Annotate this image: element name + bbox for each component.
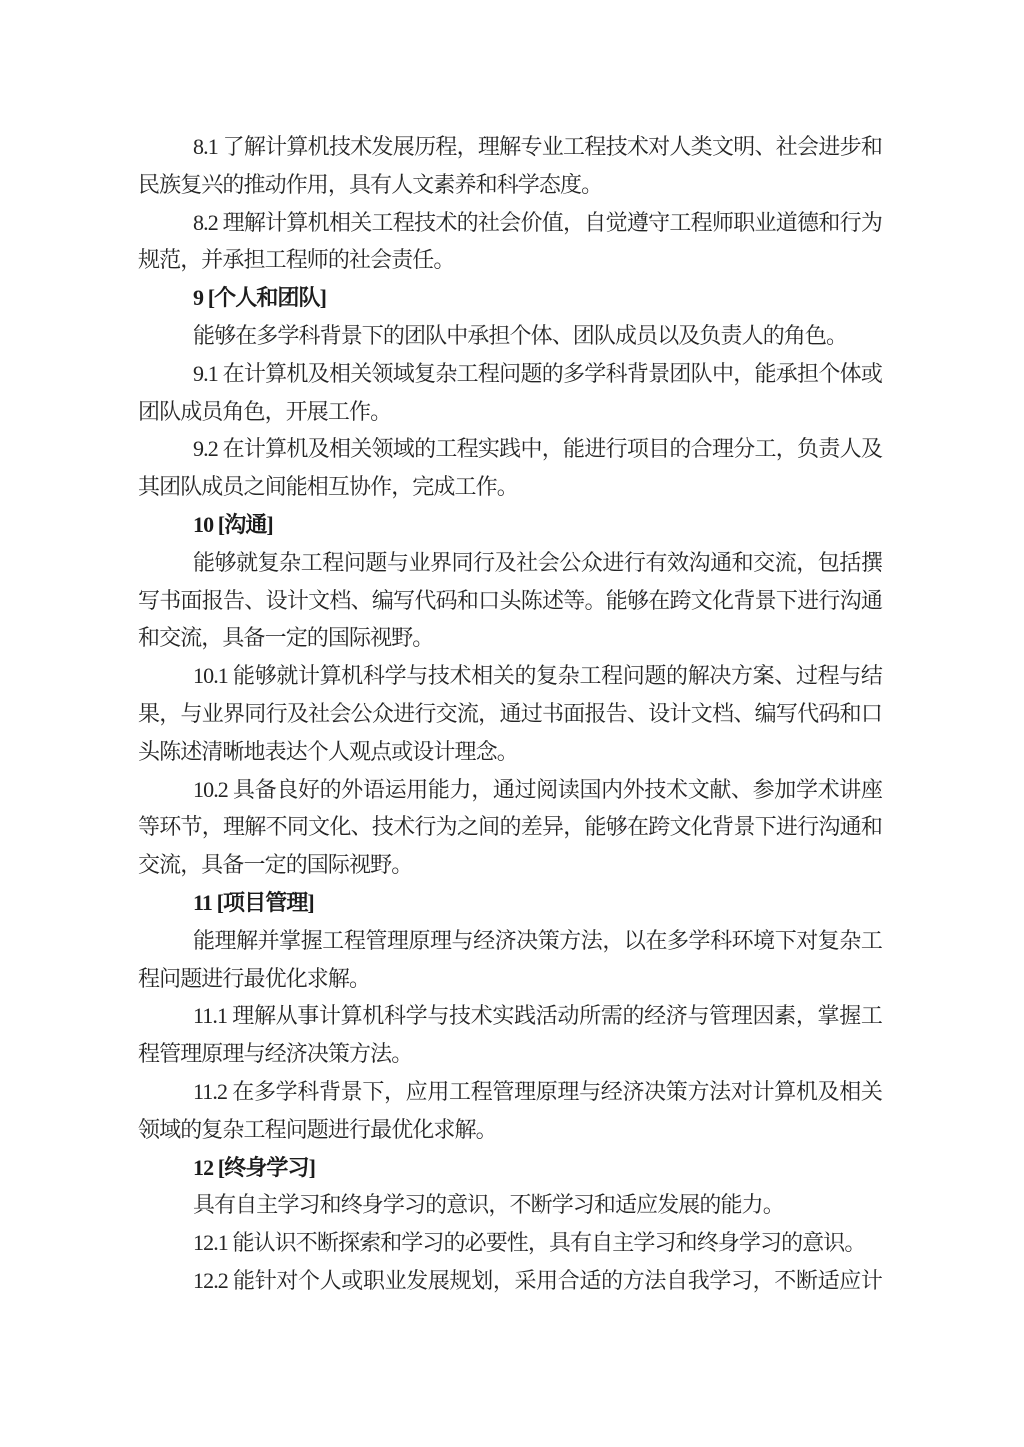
paragraph-9-1: 9.1 在计算机及相关领域复杂工程问题的多学科背景团队中，能承担个体或团队成员角色，开展工作。 xyxy=(138,360,882,424)
paragraph-10-1: 10.1 能够就计算机科学与技术相关的复杂工程问题的解决方案、过程与结果，与业界同行及社会公众进行交流，通过书面报告、设计文档、编写代码和口头陈述清晰地表达个人观点或设计理念。 xyxy=(138,663,882,764)
section-heading-10: 10 [沟通] xyxy=(193,511,273,537)
paragraph-12-1: 12.1 能认识不断探索和学习的必要性，具有自主学习和终身学习的意识。 xyxy=(193,1230,866,1256)
paragraph-10-intro: 能够就复杂工程问题与业界同行及社会公众进行有效沟通和交流，包括撰写书面报告、设计文档、编写代码和口头陈述等。能够在跨文化背景下进行沟通和交流，具备一定的国际视野。 xyxy=(138,549,882,651)
section-heading-11: 11 [项目管理] xyxy=(193,889,314,915)
paragraph-9-2: 9.2 在计算机及相关领域的工程实践中，能进行项目的合理分工，负责人及其团队成员之间能相互协作，完成工作。 xyxy=(138,436,882,500)
paragraph-11-1: 11.1 理解从事计算机科学与技术实践活动所需的经济与管理因素，掌握工程管理原理与经济决策方法。 xyxy=(138,1003,882,1067)
paragraph-12-2: 12.2 能针对个人或职业发展规划，采用合适的方法自我学习，不断适应计 xyxy=(193,1267,882,1293)
section-heading-9: 9 [个人和团队] xyxy=(193,285,327,311)
paragraph-12-intro: 具有自主学习和终身学习的意识，不断学习和适应发展的能力。 xyxy=(193,1192,784,1218)
section-heading-12: 12 [终身学习] xyxy=(193,1154,316,1180)
paragraph-11-intro: 能理解并掌握工程管理原理与经济决策方法，以在多学科环境下对复杂工程问题进行最优化求解。 xyxy=(138,927,882,991)
paragraph-8-2: 8.2 理解计算机相关工程技术的社会价值，自觉遵守工程师职业道德和行为规范，并承担工程师的社会责任。 xyxy=(138,209,882,273)
paragraph-9-intro: 能够在多学科背景下的团队中承担个体、团队成员以及负责人的角色。 xyxy=(193,322,848,348)
document-text-column xyxy=(138,128,882,1300)
paragraph-11-2: 11.2 在多学科背景下，应用工程管理原理与经济决策方法对计算机及相关领域的复杂工程问题进行最优化求解。 xyxy=(138,1078,882,1142)
paragraph-10-2: 10.2 具备良好的外语运用能力，通过阅读国内外技术文献、参加学术讲座等环节，理解不同文化、技术行为之间的差异，能够在跨文化背景下进行沟通和交流，具备一定的国际视野。 xyxy=(138,776,882,878)
paragraph-8-1: 8.1 了解计算机技术发展历程，理解专业工程技术对人类文明、社会进步和民族复兴的推动作用，具有人文素养和科学态度。 xyxy=(138,134,882,197)
